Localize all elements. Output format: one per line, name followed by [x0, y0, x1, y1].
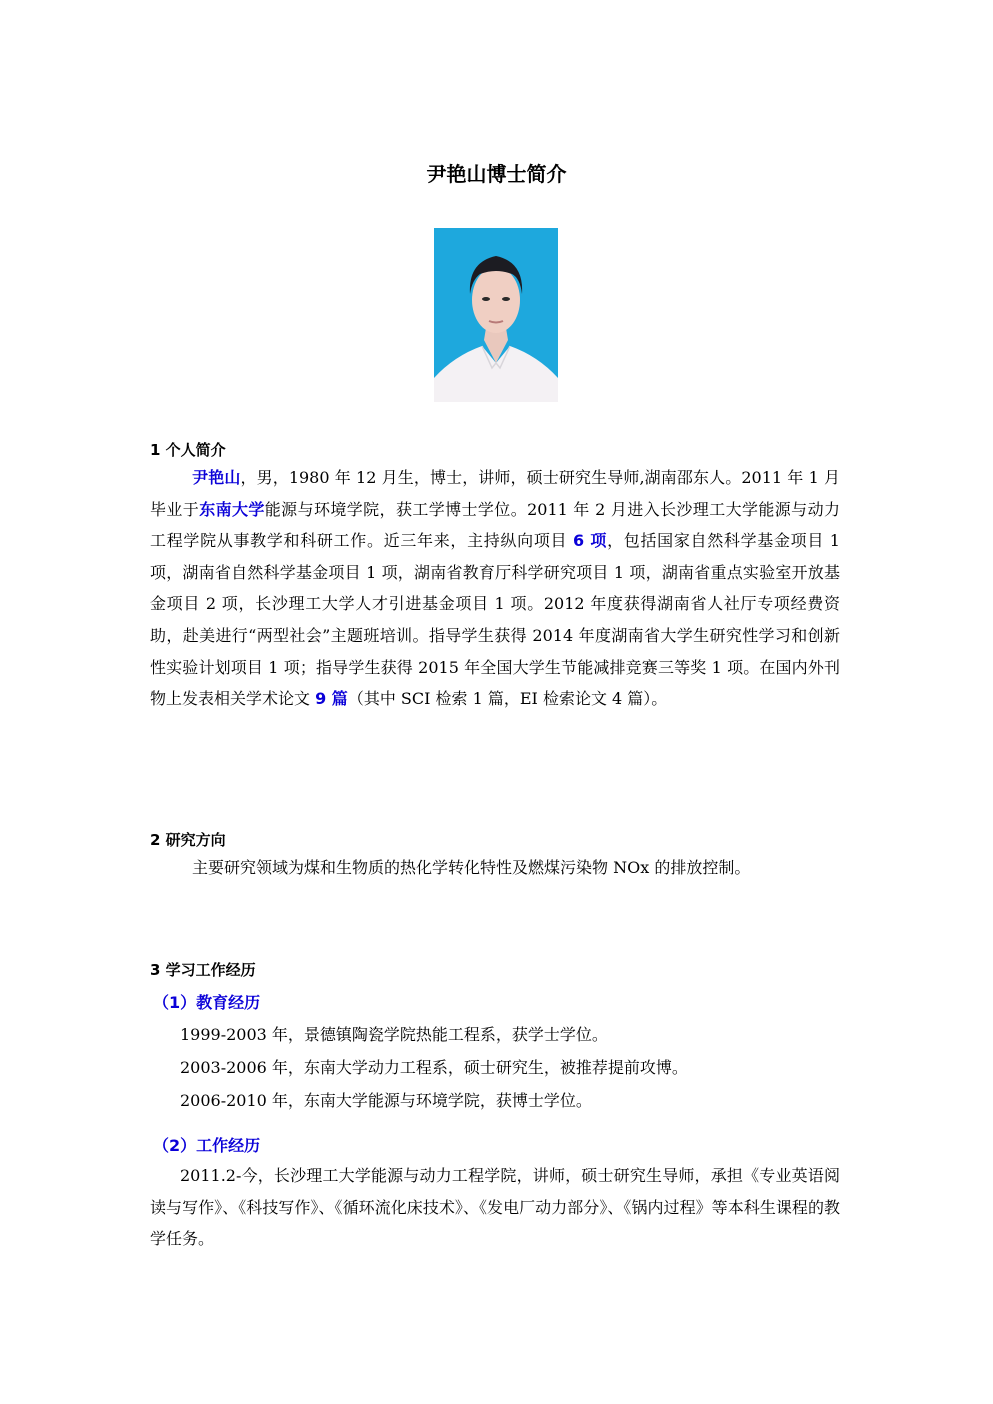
project-count: 6 项 — [572, 531, 608, 551]
education-item: 1999-2003 年，景德镇陶瓷学院热能工程系，获学士学位。 — [180, 1025, 608, 1044]
portrait-image — [434, 228, 558, 402]
work-heading: （2）工作经历 — [153, 1136, 261, 1155]
work-text: 2011.2-今，长沙理工大学能源与动力工程学院，讲师，硕士研究生导师，承担《专业英语阅读与写作》、《科技写作》、《循环流化床技术》、《发电厂动力部分》、《锅内过程》等本科生课程的教学任务。 — [150, 1166, 840, 1249]
section-heading-experience: 3 学习工作经历 — [150, 961, 256, 979]
education-heading: （1）教育经历 — [153, 993, 261, 1012]
profile-text-c: ，包括国家自然科学基金项目 1 项，湖南省自然科学基金项目 1 项，湖南省教育厅科学研究项目 1 项，湖南省重点实验室开放基金项目 2 项，长沙理工大学人才引进基金项目 1 项。2012 年度获得湖南省人社厅专项经费资助，赴美进行“两型社会”主题班培训。指导学生获得 2014 年度湖南省大学生研究性学习和创新性实验计划项目 1 项；指导学生获得 2015 年全国大学生节能减排竞赛三等奖 1 项。在国内外刊物上发表相关学术论文 — [150, 531, 840, 709]
portrait-photo — [434, 228, 558, 402]
section-heading-research: 2 研究方向 — [150, 831, 226, 849]
profile-text-d: （其中 SCI 检索 1 篇，EI 检索论文 4 篇）。 — [347, 689, 668, 709]
profile-text-b: 能源与环境学院，获工学博士学位。2011 年 2 月进入长沙理工大学能源与动力工程学院从事教学和科研工作。近三年来，主持纵向项目 — [150, 499, 840, 551]
university-name: 东南大学 — [199, 499, 265, 519]
section-heading-profile: 1 个人简介 — [150, 441, 226, 459]
profile-text-a: ，男，1980 年 12 月生，博士，讲师，硕士研究生导师,湖南邵东人。2011 年 1 月毕业于 — [150, 468, 840, 519]
person-name: 尹艳山 — [192, 468, 241, 487]
paper-count: 9 篇 — [315, 689, 348, 709]
research-paragraph — [150, 852, 840, 884]
education-item: 2006-2010 年，东南大学能源与环境学院，获博士学位。 — [180, 1091, 592, 1110]
profile-paragraph — [150, 462, 840, 715]
research-text: 主要研究领域为煤和生物质的热化学转化特性及燃煤污染物 NOx 的排放控制。 — [192, 858, 751, 877]
work-paragraph — [150, 1160, 840, 1255]
education-item: 2003-2006 年，东南大学动力工程系，硕士研究生，被推荐提前攻博。 — [180, 1058, 688, 1077]
document-title: 尹艳山博士简介 — [426, 162, 567, 186]
